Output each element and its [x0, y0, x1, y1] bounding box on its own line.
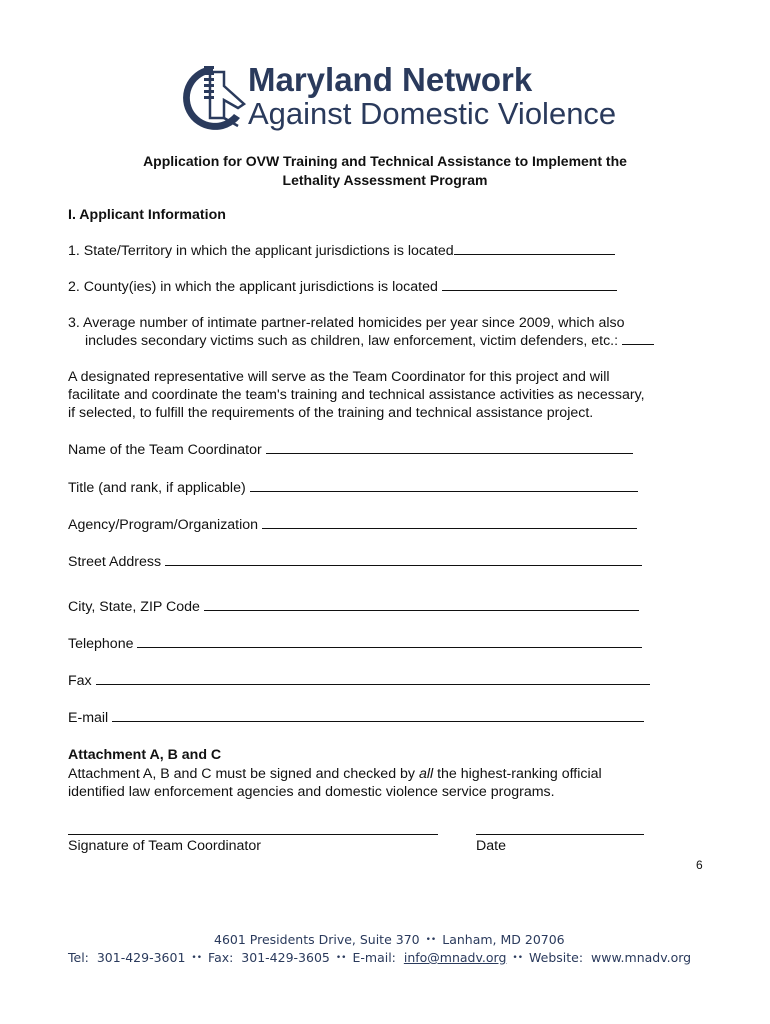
title-rank-row	[68, 479, 638, 498]
footer-separator: ••	[191, 953, 203, 963]
paragraph-line1: A designated representative will serve as the Team Coordinator for this project and will	[68, 369, 610, 385]
attachment-line1-emphasis: all	[418, 766, 434, 782]
telephone-field[interactable]	[137, 635, 642, 648]
agency-field[interactable]	[262, 516, 637, 529]
email-row	[68, 709, 644, 728]
question-3-line2	[85, 332, 654, 351]
question-3-line1: 3. Average number of intimate partner-related homicides per year since 2009, which also	[68, 315, 625, 331]
city-state-zip-row	[68, 598, 639, 617]
question-1-label: 1. State/Territory in which the applicant jurisdictions is located	[68, 243, 454, 259]
attachment-line2: identified law enforcement agencies and domestic violence service programs.	[68, 784, 555, 800]
logo-text-line1: Maryland Network	[248, 61, 533, 98]
organization-logo	[180, 60, 617, 135]
agency-label: Agency/Program/Organization	[68, 517, 259, 533]
date-field[interactable]	[476, 834, 644, 835]
attachment-line1	[68, 765, 602, 784]
coordinator-signature-field[interactable]	[68, 834, 438, 835]
document-title	[60, 152, 710, 190]
homicides-count-field[interactable]	[622, 332, 654, 345]
footer-contact-line	[68, 950, 691, 965]
city-state-zip-label: City, State, ZIP Code	[68, 599, 200, 615]
paragraph-line2: facilitate and coordinate the team's training and technical assistance activities as necessary,	[68, 387, 645, 403]
question-3-label: includes secondary victims such as children, law enforcement, victim defenders, etc.:	[85, 333, 619, 349]
fax-field[interactable]	[96, 672, 650, 685]
footer-website-label: Website:	[529, 950, 584, 965]
attachment-line1-start: Attachment A, B and C must be signed and checked by	[68, 766, 419, 782]
telephone-row	[68, 635, 642, 654]
title-rank-label: Title (and rank, if applicable)	[68, 480, 246, 496]
footer-separator: ••	[335, 953, 347, 963]
city-state-zip-field[interactable]	[204, 598, 639, 611]
footer-separator: ••	[512, 953, 524, 963]
footer-city: Lanham, MD 20706	[442, 932, 565, 947]
title-rank-field[interactable]	[250, 479, 638, 492]
footer-address: 4601 Presidents Drive, Suite 370	[214, 932, 420, 947]
date-label: Date	[476, 838, 506, 854]
signature-label: Signature of Team Coordinator	[68, 838, 261, 854]
footer-fax-label: Fax:	[208, 950, 234, 965]
email-field[interactable]	[112, 709, 644, 722]
footer-tel-label: Tel:	[68, 950, 89, 965]
fax-label: Fax	[68, 673, 92, 689]
footer-address-line	[214, 932, 565, 947]
attachment-line1-end: the highest-ranking official	[433, 766, 602, 782]
paragraph-line3: if selected, to fulfill the requirements of the training and technical assistance project.	[68, 405, 594, 421]
footer-website-link[interactable]: www.mnadv.org	[591, 950, 692, 965]
state-territory-field[interactable]	[454, 242, 615, 255]
coordinator-name-field[interactable]	[266, 441, 633, 454]
attachment-heading: Attachment A, B and C	[68, 747, 222, 763]
county-field[interactable]	[442, 278, 617, 291]
section-heading: I. Applicant Information	[68, 207, 226, 223]
footer-email-label: E-mail:	[352, 950, 396, 965]
footer-tel: 301-429-3601	[96, 950, 186, 965]
logo-text-line2: Against Domestic Violence	[248, 96, 617, 131]
house-circle-logo-icon	[180, 60, 250, 135]
agency-row	[68, 516, 637, 535]
title-line1: Application for OVW Training and Technical Assistance to Implement the	[143, 153, 627, 169]
coordinator-name-row	[68, 441, 633, 460]
footer-email-link[interactable]: info@mnadv.org	[403, 950, 507, 965]
question-1	[68, 242, 615, 261]
coordinator-name-label: Name of the Team Coordinator	[68, 442, 262, 458]
question-2-label: 2. County(ies) in which the applicant jurisdictions is located	[68, 279, 438, 295]
street-row	[68, 553, 642, 572]
page-number: 6	[696, 858, 703, 872]
fax-row	[68, 672, 650, 691]
title-line2: Lethality Assessment Program	[282, 172, 488, 188]
question-2	[68, 278, 617, 297]
email-label: E-mail	[68, 710, 109, 726]
telephone-label: Telephone	[68, 636, 134, 652]
footer-separator: ••	[425, 935, 437, 945]
street-field[interactable]	[165, 553, 642, 566]
street-label: Street Address	[68, 554, 162, 570]
footer-fax: 301-429-3605	[241, 950, 330, 965]
